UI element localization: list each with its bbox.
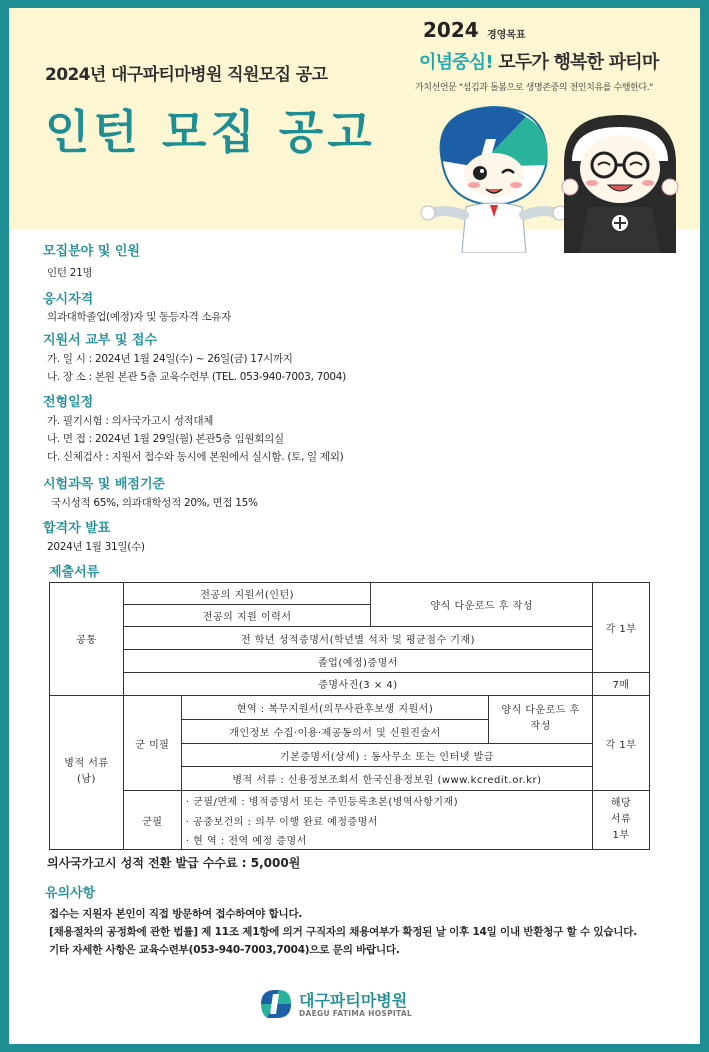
doc-item: 개인정보 수집·이용·제공동의서 및 신원진술서 — [181, 719, 488, 743]
doc-item: 전공의 지원서(인턴) — [123, 583, 371, 605]
goal-label: 경영목표 — [487, 30, 526, 41]
section-heading-documents: 제출서류 — [49, 565, 100, 580]
qualification-line: 의과대학졸업(예정)자 및 동등자격 소유자 — [47, 311, 232, 323]
download-note: 양식 다운로드 후 작성 — [371, 583, 593, 627]
served-label: 군필 — [123, 791, 181, 850]
section-heading-schedule: 전형일정 — [43, 395, 94, 410]
not-served-label: 군 미필 — [123, 695, 181, 791]
doc-item: · 공중보건의 : 의무 이행 완료 예정증명서 — [181, 810, 592, 830]
hospital-logo — [257, 986, 457, 1024]
copies-note: 각 1부 — [593, 583, 650, 673]
goal-year: 2024 — [423, 18, 479, 42]
doc-item: · 군필/면제 : 병적증명서 또는 주민등록초본(병역사항기재) — [181, 791, 592, 811]
announcement-line: 2024년 1월 31일(수) — [47, 541, 145, 553]
poster — [9, 8, 700, 1044]
doc-item: 전 학년 성적증명서(학년별 석차 및 평균점수 기재) — [123, 627, 592, 650]
header-banner — [9, 8, 700, 230]
poster-subtitle: 2024년 대구파티마병원 직원모집 공고 — [45, 65, 328, 85]
field-line: 인턴 21명 — [47, 267, 93, 279]
slogan — [419, 48, 658, 74]
section-heading-field: 모집분야 및 인원 — [43, 244, 140, 259]
slogan-rest: 모두가 행복한 파티마 — [492, 52, 659, 73]
doc-item: 병적 서류 : 신용정보조회서 한국신용정보원 (www.kcredit.or.kr) — [181, 767, 592, 791]
schedule-line: 나. 면 접 : 2024년 1월 29일(월) 본관5층 임원회의실 — [47, 433, 284, 445]
doc-item: 기본증명서(상세) : 동사무소 또는 인터넷 발급 — [181, 743, 592, 767]
section-heading-announcement: 합격자 발표 — [43, 521, 111, 536]
photo-count: 7매 — [593, 673, 650, 696]
scoring-line: 국시성적 65%, 의과대학성적 20%, 면접 15% — [51, 497, 258, 509]
schedule-line: 다. 신체검사 : 지원서 접수와 동시에 본원에서 실시함. (토, 일 제외) — [47, 451, 344, 463]
documents-table — [49, 582, 650, 850]
section-heading-notes: 유의사항 — [45, 886, 96, 901]
hospital-name-en: DAEGU FATIMA HOSPITAL — [299, 1009, 413, 1018]
military-label: 병적 서류 (남) — [50, 695, 124, 849]
note-line: [채용절차의 공정화에 관한 법률] 제 11조 제1항에 의거 구직자의 채용여부가 확정된 날 이후 14일 이내 반환청구 할 수 있습니다. — [49, 926, 637, 938]
application-line: 나. 장 소 : 본원 본관 5층 교육수련부 (TEL. 053-940-7003, 7004) — [47, 371, 346, 383]
served-count: 해당 서류 1부 — [593, 791, 650, 850]
slogan-highlight: 이념중심! — [419, 52, 493, 73]
page-title: 인턴 모집 공고 — [45, 105, 376, 159]
hospital-name-ko: 대구파티마병원 — [299, 991, 408, 1010]
note-line: 기타 자세한 사항은 교육수련부(053-940-7003,7004)으로 문의 바랍니다. — [49, 944, 400, 956]
section-heading-scoring: 시험과목 및 배점기준 — [43, 477, 166, 492]
download-note-2: 양식 다운로드 후 작성 — [489, 695, 593, 743]
doc-item: · 현 역 : 전역 예정 증명서 — [181, 830, 592, 850]
fee-line: 의사국가고시 성적 전환 발급 수수료 : 5,000원 — [47, 856, 301, 870]
doc-item: 증명사진(3 × 4) — [123, 673, 592, 696]
doc-item: 현역 : 복무지원서(의무사관후보생 지원서) — [181, 695, 488, 719]
doc-item: 졸업(예정)증명서 — [123, 650, 592, 673]
schedule-line: 가. 필기시험 : 의사국가고시 성적대체 — [47, 415, 214, 427]
nun-mascot — [562, 115, 678, 253]
copies-note-2: 각 1부 — [593, 695, 650, 791]
note-line: 접수는 지원자 본인이 직접 방문하여 접수하여야 합니다. — [49, 908, 303, 920]
value-statement: 가치선언문 "섬김과 돌봄으로 생명존중의 전인치유를 수행한다." — [415, 83, 653, 93]
section-heading-qualification: 응시자격 — [43, 292, 94, 307]
hospital-emblem-icon — [257, 986, 295, 1022]
section-heading-application: 지원서 교부 및 접수 — [43, 333, 158, 348]
doctor-mascot — [421, 107, 567, 253]
application-line: 가. 일 시 : 2024년 1월 24일(수) ~ 26일(금) 17시까지 — [47, 353, 293, 365]
common-label: 공통 — [50, 583, 124, 696]
mascot-illustration — [414, 103, 694, 253]
doc-item: 전공의 지원 이력서 — [123, 604, 371, 627]
